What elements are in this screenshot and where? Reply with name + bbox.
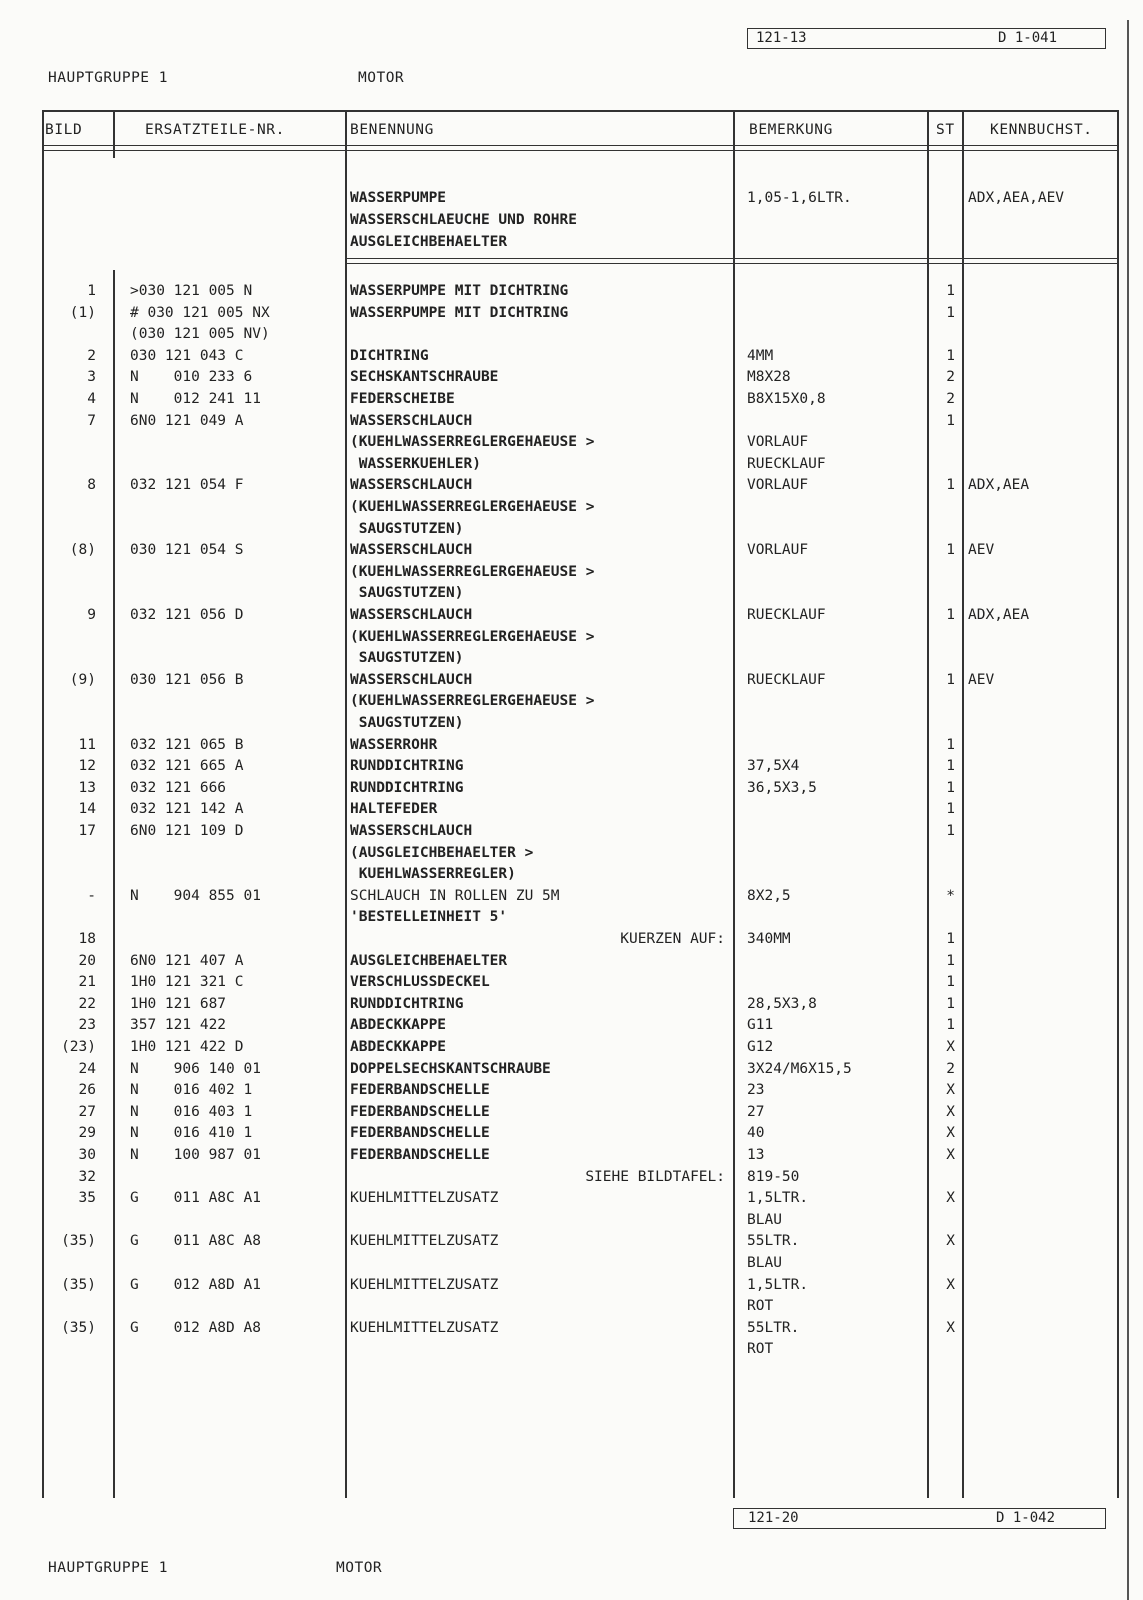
header-double-rule: [42, 145, 1117, 151]
cell-st: 1: [946, 1017, 955, 1034]
cell-benennung: WASSERSCHLAUCH: [350, 542, 473, 559]
cell-ersatzteil-nr: 032 121 142 A: [130, 801, 244, 818]
cell-st: 1: [946, 995, 955, 1012]
col-header-bemerkung: BEMERKUNG: [749, 122, 833, 138]
cell-benennung: SAUGSTUTZEN): [350, 715, 464, 731]
cell-bemerkung: RUECKLAUF: [747, 607, 826, 623]
cell-bemerkung: B8X15X0,8: [747, 391, 826, 407]
group-title: MOTOR: [358, 70, 405, 86]
cell-bild: 3: [87, 369, 96, 386]
cell-st: 1: [946, 542, 955, 559]
cell-ersatzteil-nr: G 012 A8D A8: [130, 1319, 261, 1336]
cell-kennbuchst: ADX,AEA: [968, 477, 1030, 494]
cell-benennung: WASSERSCHLAUCH: [350, 607, 473, 623]
cell-ersatzteil-nr: 6N0 121 109 D: [130, 823, 244, 839]
cell-ersatzteil-nr: N 906 140 01: [130, 1060, 261, 1077]
cell-benennung: WASSERSCHLAUCH: [350, 412, 473, 429]
cell-bemerkung: G12: [747, 1039, 774, 1055]
cell-bemerkung: ROT: [747, 1298, 774, 1315]
hauptgruppe-label: HAUPTGRUPPE 1: [48, 70, 168, 86]
cell-bild: (1): [69, 304, 96, 321]
cell-bemerkung: 1,5LTR.: [747, 1276, 809, 1293]
cell-ersatzteil-nr: 030 121 056 B: [130, 671, 244, 688]
cell-benennung: FEDERBANDSCHELLE: [350, 1082, 490, 1099]
cell-benennung: KUEHLMITTELZUSATZ: [350, 1319, 499, 1336]
cell-ersatzteil-nr: 1H0 121 321 C: [130, 974, 244, 991]
cell-benennung: KUEHLWASSERREGLER): [350, 866, 516, 883]
cell-st: X: [946, 1147, 955, 1163]
cell-bild: (9): [69, 671, 96, 688]
cell-st: 1: [946, 823, 955, 839]
cell-st: 1: [946, 801, 955, 818]
cell-st: 1: [946, 607, 955, 623]
cell-bemerkung: 23: [747, 1082, 765, 1099]
cell-benennung: ABDECKKAPPE: [350, 1039, 447, 1055]
cell-bemerkung: 36,5X3,5: [747, 779, 817, 796]
cell-benennung: AUSGLEICHBEHAELTER: [350, 952, 508, 969]
cell-ersatzteil-nr: 032 121 666: [130, 779, 227, 796]
cell-st: X: [946, 1082, 955, 1099]
top-ref-code: 121-13: [756, 30, 807, 46]
cell-st: 2: [946, 1060, 955, 1077]
cell-benennung: KUEHLMITTELZUSATZ: [350, 1276, 499, 1293]
cell-bemerkung: G11: [747, 1017, 774, 1034]
cell-benennung: WASSERSCHLAUCH: [350, 823, 473, 839]
cell-ersatzteil-nr: G 012 A8D A1: [130, 1276, 261, 1293]
cell-bemerkung: 55LTR.: [747, 1319, 800, 1336]
cell-bild: 30: [78, 1147, 96, 1163]
cell-st: 1: [946, 347, 955, 364]
cell-bemerkung: VORLAUF: [747, 477, 809, 494]
page-edge: [1127, 20, 1129, 1600]
cell-bemerkung: RUECKLAUF: [747, 671, 826, 688]
cell-bild: 8: [87, 477, 96, 494]
cell-bild: 17: [78, 823, 96, 839]
cell-benennung: KUEHLMITTELZUSATZ: [350, 1190, 499, 1207]
cell-bild: 18: [78, 931, 96, 947]
col-divider-right: [1117, 110, 1119, 1498]
cell-ersatzteil-nr: N 010 233 6: [130, 369, 253, 386]
cell-bild: 32: [78, 1168, 96, 1185]
cell-ersatzteil-nr: N 016 403 1: [130, 1103, 253, 1120]
cell-st: X: [946, 1125, 955, 1142]
col-divider-bem: [733, 110, 735, 1498]
cell-ersatzteil-nr: 030 121 054 S: [130, 542, 244, 559]
cell-bemerkung: 1,5LTR.: [747, 1190, 809, 1207]
cell-benennung: WASSERROHR: [350, 736, 438, 753]
group-title: MOTOR: [336, 1560, 383, 1576]
cell-st: 1: [946, 952, 955, 969]
cell-bemerkung: 27: [747, 1103, 765, 1120]
cell-bemerkung: 37,5X4: [747, 758, 800, 775]
bottom-ref-code: 121-20: [748, 1510, 799, 1526]
cell-ersatzteil-nr: 6N0 121 049 A: [130, 412, 244, 429]
cell-bild: 1: [87, 283, 96, 299]
cell-benennung: WASSERSCHLAUCH: [350, 477, 473, 494]
top-hauptgruppe: [48, 70, 405, 86]
cell-benennung: (AUSGLEICHBEHAELTER >: [350, 844, 534, 861]
col-divider-nr-lower: [113, 270, 115, 1498]
cell-ersatzteil-nr: 032 121 065 B: [130, 736, 244, 753]
cell-benennung: SAUGSTUTZEN): [350, 520, 464, 537]
cell-ersatzteil-nr: G 011 A8C A8: [130, 1233, 261, 1250]
cell-benennung: FEDERSCHEIBE: [350, 391, 455, 407]
cell-st: 1: [946, 283, 955, 299]
cell-bild: -: [87, 887, 96, 904]
cell-st: X: [946, 1233, 955, 1250]
cell-kennbuchst: ADX,AEA: [968, 607, 1030, 623]
cell-bemerkung: VORLAUF: [747, 434, 809, 451]
cell-ersatzteil-nr: N 016 402 1: [130, 1082, 253, 1099]
col-header-bild: BILD: [45, 122, 83, 138]
cell-bemerkung: 3X24/M6X15,5: [747, 1060, 852, 1077]
col-header-benennung: BENENNUNG: [350, 122, 434, 138]
top-reference-box: [747, 28, 1106, 49]
cell-benennung: (KUEHLWASSERREGLERGEHAEUSE >: [350, 434, 595, 451]
cell-benennung: HALTEFEDER: [350, 801, 438, 818]
cell-ersatzteil-nr: N 100 987 01: [130, 1147, 261, 1163]
intro-line-2: WASSERSCHLAEUCHE UND ROHRE: [350, 212, 577, 228]
cell-ersatzteil-nr: (030 121 005 NV): [130, 326, 270, 343]
intro-line-3: AUSGLEICHBEHAELTER: [350, 234, 508, 250]
cell-bild: 21: [78, 974, 96, 991]
col-divider-nr: [113, 110, 115, 158]
intro-kennbuchst: ADX,AEA,AEV: [968, 190, 1065, 206]
cell-benennung: WASSERPUMPE MIT DICHTRING: [350, 283, 569, 299]
cell-ersatzteil-nr: 1H0 121 687: [130, 995, 227, 1012]
cell-kennbuchst: AEV: [968, 542, 995, 559]
cell-benennung: (KUEHLWASSERREGLERGEHAEUSE >: [350, 628, 595, 645]
cell-ersatzteil-nr: >030 121 005 N: [130, 283, 253, 299]
cell-bild: 7: [87, 412, 96, 429]
cell-bild: 13: [78, 779, 96, 796]
cell-ersatzteil-nr: 032 121 665 A: [130, 758, 244, 775]
cell-ersatzteil-nr: 1H0 121 422 D: [130, 1039, 244, 1055]
cell-bemerkung: ROT: [747, 1341, 774, 1358]
cell-benennung: WASSERKUEHLER): [350, 455, 481, 472]
cell-st: 1: [946, 412, 955, 429]
cell-benennung: WASSERSCHLAUCH: [350, 671, 473, 688]
cell-bild: 29: [78, 1125, 96, 1142]
cell-bemerkung: VORLAUF: [747, 542, 809, 559]
cell-ersatzteil-nr: # 030 121 005 NX: [130, 304, 270, 321]
cell-st: 1: [946, 758, 955, 775]
cell-benennung: RUNDDICHTRING: [350, 758, 464, 775]
cell-st: 1: [946, 931, 955, 947]
top-ref-page: D 1-041: [998, 30, 1058, 46]
cell-bemerkung: 55LTR.: [747, 1233, 800, 1250]
cell-ersatzteil-nr: 030 121 043 C: [130, 347, 244, 364]
cell-bild: 35: [78, 1190, 96, 1207]
cell-benennung: 'BESTELLEINHEIT 5': [350, 909, 508, 926]
cell-bild: 11: [78, 736, 96, 753]
cell-st: 1: [946, 671, 955, 688]
cell-benennung: SIEHE BILDTAFEL:: [585, 1168, 725, 1185]
cell-benennung: DOPPELSECHSKANTSCHRAUBE: [350, 1060, 551, 1077]
cell-bemerkung: 819-50: [747, 1168, 800, 1185]
cell-ersatzteil-nr: N 016 410 1: [130, 1125, 253, 1142]
bottom-ref-page: D 1-042: [996, 1510, 1056, 1526]
intro-bemerkung: 1,05-1,6LTR.: [747, 190, 852, 206]
cell-bild: (8): [69, 542, 96, 559]
cell-bild: 26: [78, 1082, 96, 1099]
cell-bild: (35): [61, 1319, 96, 1336]
cell-bild: (35): [61, 1276, 96, 1293]
hauptgruppe-label: HAUPTGRUPPE 1: [48, 1560, 168, 1576]
intro-line-1: WASSERPUMPE: [350, 190, 447, 206]
cell-benennung: (KUEHLWASSERREGLERGEHAEUSE >: [350, 499, 595, 515]
cell-st: 1: [946, 736, 955, 753]
cell-benennung: DICHTRING: [350, 347, 429, 364]
cell-benennung: KUERZEN AUF:: [620, 931, 725, 947]
cell-bemerkung: RUECKLAUF: [747, 455, 826, 472]
cell-bild: 22: [78, 995, 96, 1012]
cell-benennung: FEDERBANDSCHELLE: [350, 1103, 490, 1120]
cell-bild: (35): [61, 1233, 96, 1250]
cell-benennung: SECHSKANTSCHRAUBE: [350, 369, 499, 386]
cell-benennung: ABDECKKAPPE: [350, 1017, 447, 1034]
cell-bemerkung: 4MM: [747, 347, 774, 364]
col-header-kennbuchst: KENNBUCHST.: [990, 122, 1093, 138]
cell-ersatzteil-nr: N 012 241 11: [130, 391, 261, 407]
cell-st: 1: [946, 974, 955, 991]
cell-benennung: WASSERPUMPE MIT DICHTRING: [350, 304, 569, 321]
cell-bild: 23: [78, 1017, 96, 1034]
cell-bemerkung: M8X28: [747, 369, 791, 386]
cell-bild: 14: [78, 801, 96, 818]
cell-benennung: FEDERBANDSCHELLE: [350, 1147, 490, 1163]
cell-benennung: FEDERBANDSCHELLE: [350, 1125, 490, 1142]
cell-st: *: [946, 887, 955, 904]
cell-benennung: (KUEHLWASSERREGLERGEHAEUSE >: [350, 563, 595, 580]
cell-st: 1: [946, 477, 955, 494]
cell-kennbuchst: AEV: [968, 671, 995, 688]
intro-double-rule: [345, 258, 1117, 264]
cell-bemerkung: 340MM: [747, 931, 791, 947]
cell-st: X: [946, 1039, 955, 1055]
cell-bild: (23): [61, 1039, 96, 1055]
bottom-reference-box: [733, 1508, 1106, 1529]
cell-ersatzteil-nr: 032 121 056 D: [130, 607, 244, 623]
cell-bemerkung: 40: [747, 1125, 765, 1142]
cell-st: X: [946, 1103, 955, 1120]
cell-bemerkung: 28,5X3,8: [747, 995, 817, 1012]
cell-bild: 4: [87, 391, 96, 407]
cell-bemerkung: 8X2,5: [747, 887, 791, 904]
table-top-rule: [42, 110, 1117, 112]
cell-bemerkung: BLAU: [747, 1255, 782, 1271]
col-header-ersatzteile-nr: ERSATZTEILE-NR.: [145, 122, 285, 138]
cell-benennung: (KUEHLWASSERREGLERGEHAEUSE >: [350, 693, 595, 710]
col-divider-ben: [345, 110, 347, 1498]
col-divider-kenn: [962, 110, 964, 1498]
cell-bild: 27: [78, 1103, 96, 1120]
cell-bemerkung: 13: [747, 1147, 765, 1163]
cell-benennung: SAUGSTUTZEN): [350, 585, 464, 602]
col-header-st: ST: [936, 122, 955, 138]
cell-bild: 12: [78, 758, 96, 775]
cell-ersatzteil-nr: 6N0 121 407 A: [130, 952, 244, 969]
cell-st: 2: [946, 369, 955, 386]
cell-ersatzteil-nr: 357 121 422: [130, 1017, 227, 1034]
cell-bild: 20: [78, 952, 96, 969]
cell-st: 1: [946, 304, 955, 321]
cell-bild: 24: [78, 1060, 96, 1077]
cell-benennung: RUNDDICHTRING: [350, 779, 464, 796]
col-divider-st: [927, 110, 929, 1498]
cell-benennung: KUEHLMITTELZUSATZ: [350, 1233, 499, 1250]
cell-benennung: RUNDDICHTRING: [350, 995, 464, 1012]
cell-ersatzteil-nr: N 904 855 01: [130, 887, 261, 904]
cell-bemerkung: BLAU: [747, 1211, 782, 1228]
cell-st: 1: [946, 779, 955, 796]
cell-benennung: SAUGSTUTZEN): [350, 650, 464, 667]
cell-st: 2: [946, 391, 955, 407]
cell-ersatzteil-nr: G 011 A8C A1: [130, 1190, 261, 1207]
cell-bild: 9: [87, 607, 96, 623]
cell-st: X: [946, 1319, 955, 1336]
bottom-hauptgruppe: [48, 1560, 383, 1576]
cell-bild: 2: [87, 347, 96, 364]
cell-ersatzteil-nr: 032 121 054 F: [130, 477, 244, 494]
cell-benennung: VERSCHLUSSDECKEL: [350, 974, 490, 991]
cell-st: X: [946, 1190, 955, 1207]
cell-st: X: [946, 1276, 955, 1293]
cell-benennung: SCHLAUCH IN ROLLEN ZU 5M: [350, 887, 560, 904]
